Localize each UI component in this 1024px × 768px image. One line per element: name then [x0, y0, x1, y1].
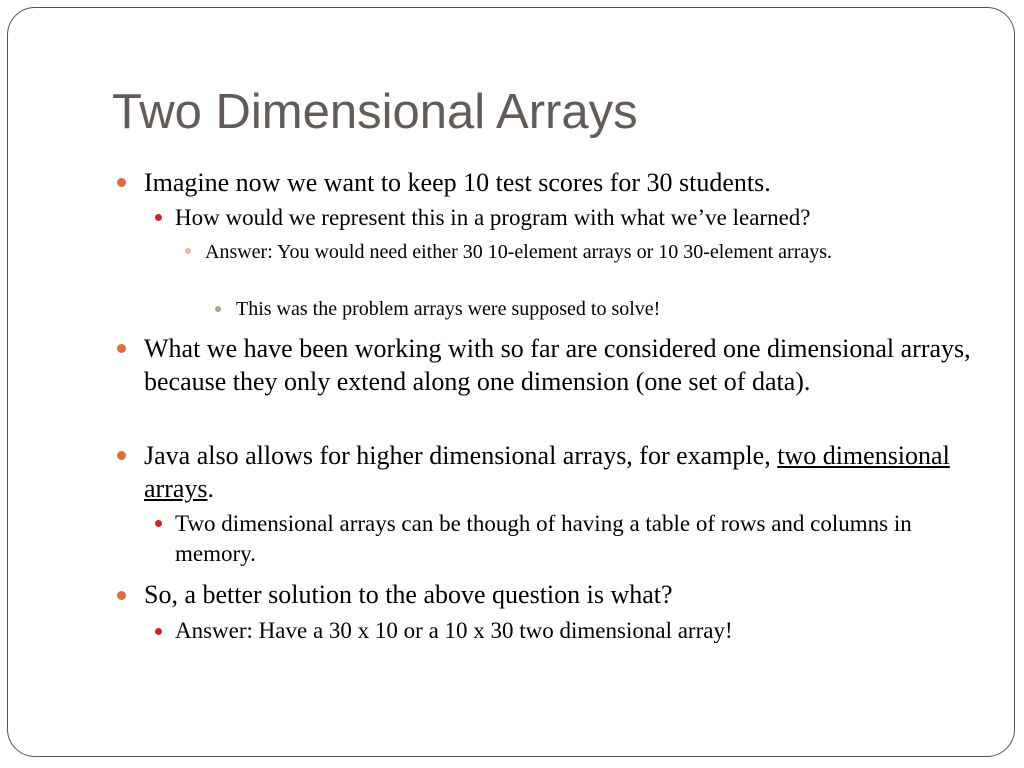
bullet-level1-dot — [117, 591, 126, 600]
bullet-level1-text: So, a better solution to the above question is what? — [144, 580, 673, 609]
bullet-level3-text: Answer: You would need either 30 10-element arrays or 10 30-element arrays. — [205, 241, 833, 263]
bullet-level2-text: Answer: Have a 30 x 10 or a 10 x 30 two dimensional array! — [175, 618, 733, 643]
bullet-level1-dot — [117, 344, 126, 353]
bullet-level2-text: How would we represent this in a program with what we’ve learned? — [175, 205, 811, 230]
bullet-level1-text: Imagine now we want to keep 10 test scores for 30 students. — [144, 168, 771, 197]
bullet-level4-text: This was the problem arrays were supposed to solve! — [236, 298, 661, 320]
bullet-level2-dot — [155, 214, 162, 221]
bullet-text-part: Java also allows for higher dimensional arrays, for example, — [144, 441, 778, 470]
bullet-text-part: . — [207, 474, 215, 503]
bullet-level2-dot — [155, 628, 162, 635]
bullet-level2-dot — [155, 520, 162, 527]
bullet-level1-dot — [117, 451, 126, 460]
underlined-term: two dimensional arrays — [144, 441, 950, 503]
bullet-level1-dot — [117, 178, 126, 187]
bullet-level3-dot — [185, 248, 191, 254]
bullet-level1-text — [144, 439, 954, 505]
bullet-level4-dot — [215, 306, 221, 312]
bullet-level2-text: Two dimensional arrays can be though of having a table of rows and columns in memory. — [175, 511, 912, 566]
slide-title: Two Dimensional Arrays — [112, 85, 638, 139]
bullet-level1-text: What we have been working with so far are considered one dimensional arrays, because they only extend along one dimension (one set of data). — [144, 334, 971, 396]
